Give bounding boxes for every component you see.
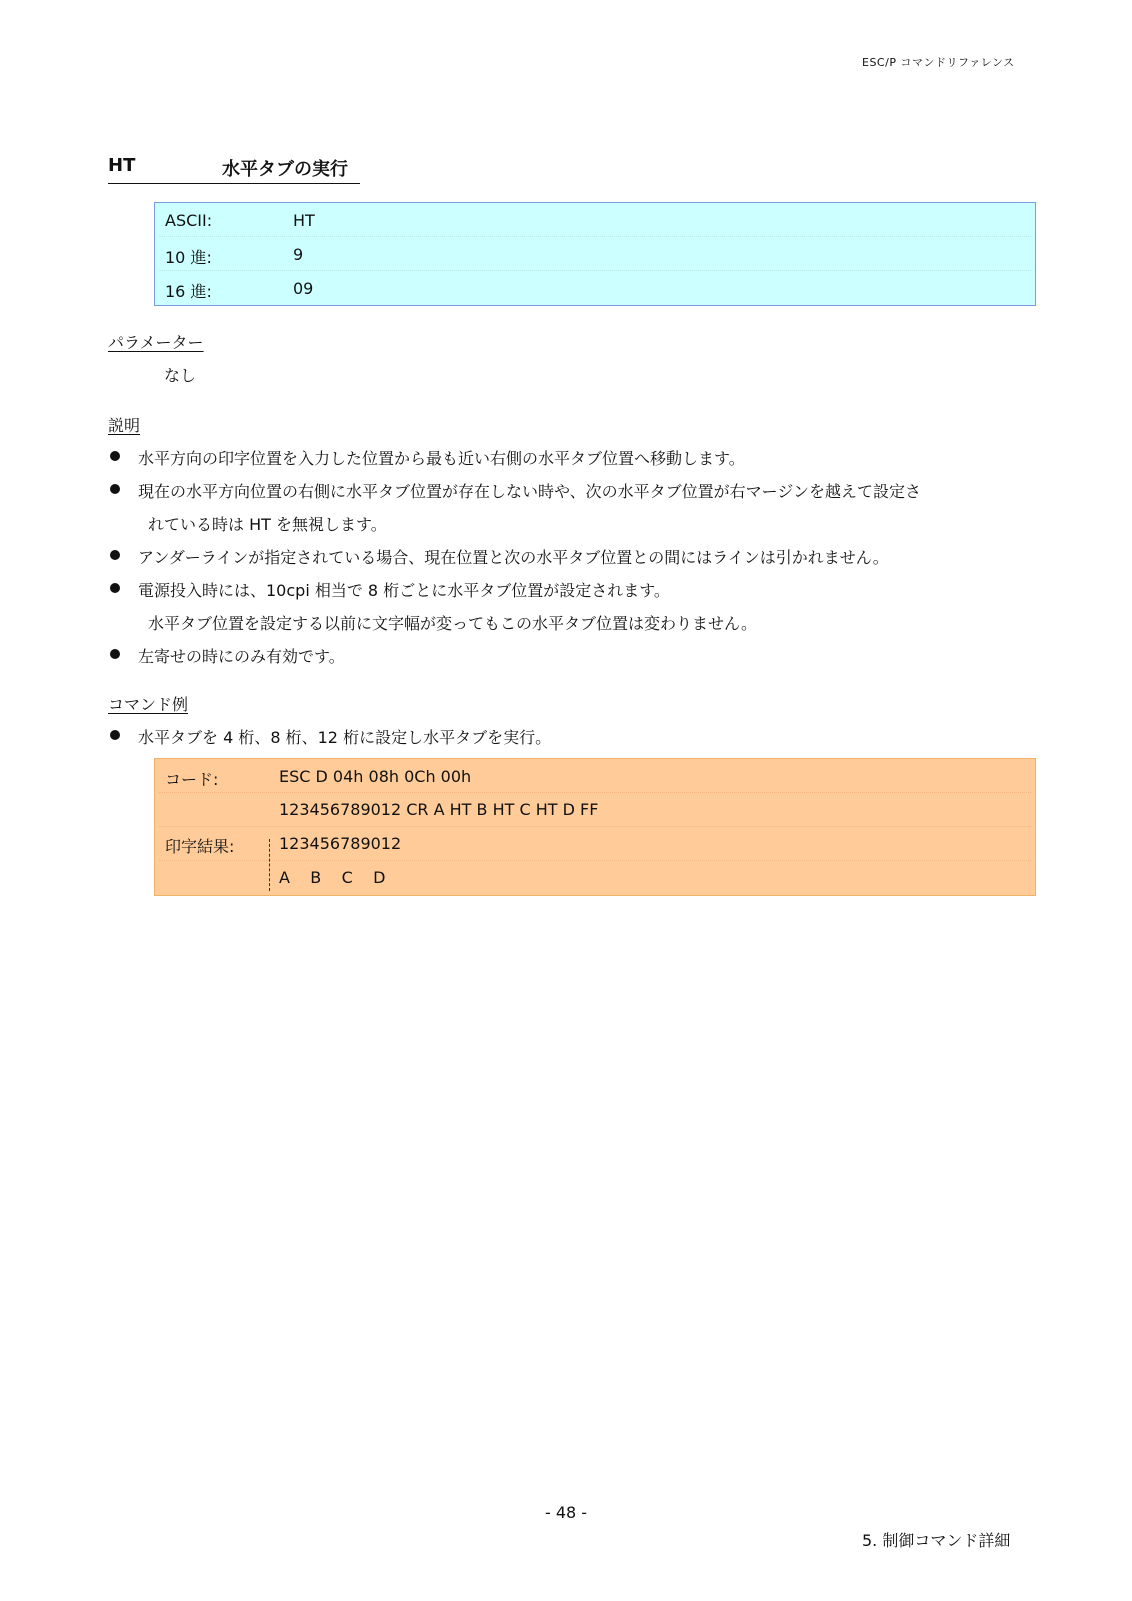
- example-code-line: ESC D 04h 08h 0Ch 00h: [279, 767, 472, 786]
- example-result-row: [155, 826, 1035, 859]
- parameters-value: なし: [164, 366, 197, 385]
- bullet-icon: [110, 730, 120, 740]
- running-header: ESC/P コマンドリファレンス: [862, 56, 1015, 69]
- example-code-label: コード:: [165, 770, 219, 789]
- bullet-icon: [110, 550, 120, 560]
- example-code-line: 123456789012 CR A HT B HT C HT D FF: [279, 800, 599, 819]
- chapter-footer: 5. 制御コマンド詳細: [862, 1531, 1011, 1550]
- code-value: 9: [293, 245, 304, 264]
- bullet-continuation: 水平タブ位置を設定する以前に文字幅が変ってもこの水平タブ位置は変わりません。: [148, 614, 757, 633]
- example-result-line: 123456789012: [279, 834, 402, 853]
- example-code-row: [155, 759, 1035, 792]
- list-item: 左寄せの時にのみ有効です。: [110, 644, 1030, 666]
- command-name: 水平タブの実行: [222, 159, 348, 180]
- bullet-icon: [110, 451, 120, 461]
- bullet-icon: [110, 649, 120, 659]
- code-key: 16 進:: [165, 282, 212, 301]
- list-item: アンダーラインが指定されている場合、現在位置と次の水平タブ位置との間にはラインは引かれません。: [110, 545, 1030, 567]
- list-item: 水平タブを 4 桁、8 桁、12 桁に設定し水平タブを実行。: [110, 725, 1030, 747]
- example-result-label: 印字結果:: [165, 837, 235, 856]
- list-item: 水平方向の印字位置を入力した位置から最も近い右側の水平タブ位置へ移動します。: [110, 446, 1030, 468]
- parameters-heading: パラメーター: [108, 333, 204, 352]
- code-row-ascii: [155, 203, 1035, 236]
- command-title: [108, 155, 360, 184]
- bullet-icon: [110, 484, 120, 494]
- example-box: [154, 758, 1036, 896]
- bullet-icon: [110, 583, 120, 593]
- example-heading: コマンド例: [108, 695, 189, 714]
- code-row-hex: [155, 271, 1035, 304]
- page-number: - 48 -: [544, 1503, 588, 1522]
- margin-guide-line: [269, 839, 270, 891]
- list-item: 電源投入時には、10cpi 相当で 8 桁ごとに水平タブ位置が設定されます。: [110, 578, 1030, 600]
- code-row-decimal: [155, 237, 1035, 270]
- example-result-line: A B C D: [279, 868, 386, 887]
- code-value: HT: [293, 211, 315, 230]
- bullet-continuation: れている時は HT を無視します。: [148, 515, 387, 534]
- description-heading: 説明: [108, 416, 141, 435]
- code-key: ASCII:: [165, 211, 213, 230]
- code-table: [154, 202, 1036, 306]
- example-result-row: [155, 860, 1035, 893]
- command-code: HT: [108, 155, 136, 176]
- code-key: 10 進:: [165, 248, 212, 267]
- code-value: 09: [293, 279, 314, 298]
- list-item: 現在の水平方向位置の右側に水平タブ位置が存在しない時や、次の水平タブ位置が右マージンを越えて設定さ: [110, 479, 1030, 501]
- example-code-row: [155, 792, 1035, 825]
